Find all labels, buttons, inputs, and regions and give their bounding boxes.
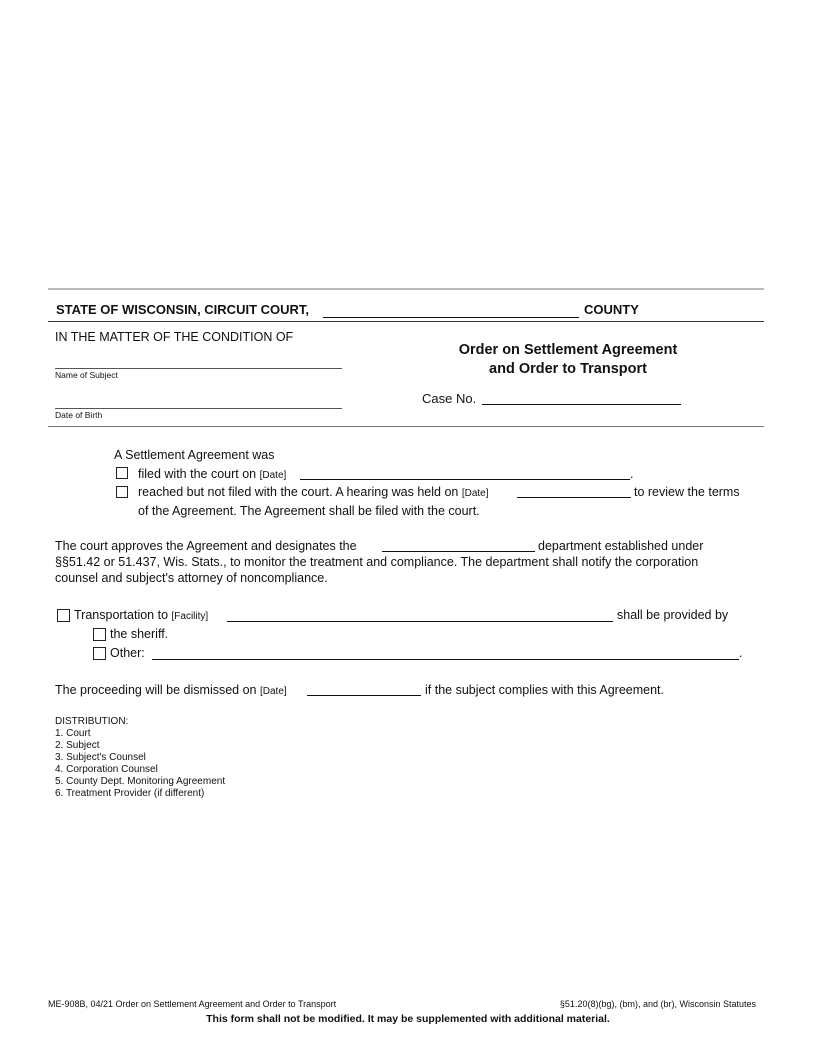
- sheriff-checkbox[interactable]: [93, 628, 106, 641]
- provided-by-text: shall be provided by: [617, 608, 729, 622]
- distribution-item: 6. Treatment Provider (if different): [55, 788, 205, 799]
- transport-text: Transportation to [Facility]: [74, 608, 209, 622]
- matter-label: IN THE MATTER OF THE CONDITION OF: [55, 330, 294, 344]
- case-no-field[interactable]: [482, 404, 681, 405]
- county-field[interactable]: [323, 317, 579, 318]
- settlement-intro: A Settlement Agreement was: [114, 448, 275, 462]
- hearing-date-field[interactable]: [517, 497, 631, 498]
- filed-checkbox[interactable]: [116, 467, 128, 479]
- review-text: to review the terms: [634, 485, 740, 499]
- name-of-subject-label: Name of Subject: [55, 370, 118, 380]
- reached-continuation: of the Agreement. The Agreement shall be filed with the court.: [138, 504, 480, 518]
- other-label: Other:: [110, 646, 145, 660]
- department-field[interactable]: [382, 551, 535, 552]
- form-page: STATE OF WISCONSIN, CIRCUIT COURT, COUNTY IN THE MATTER OF THE CONDITION OF Name of Subject Date of Birth Order on Settlement Agreement and Order to Transport Case No. A Settlement Agreement was filed with the court on [Date] . reached but not filed with the court. A hearing was held on [Date] to review the terms of the Agreement. The Agreement shall be filed with the court. The court approves the Agreement and designates the department established under §§51.42 or 51.437, Wis. Stats., to monitor the treatment and compliance. The department shall notify the corporation counsel and subject's attorney of noncompliance. Transportation to [Facility] shall be provided by the sheriff. Other: . The proceeding will be dismissed on [Date] if the subject complies with this Agreement. DISTRIBUTION: 1. Court 2. Subject 3. Subject's Counsel 4. Corporation Counsel 5. County Dept. Monitoring Agreement 6. Treatment Provider (if different) ME-908B, 04/21 Order on Settlement Agreement and Order to Transport §51.20(8)(bg), (bm), and (br), Wisconsin Statutes This form shall not be modified. It may be supplemented with additional material.: [0, 0, 816, 1056]
- approve-text-1a: The court approves the Agreement and designates the: [55, 539, 357, 553]
- distribution-item: 1. Court: [55, 728, 91, 739]
- other-field[interactable]: [152, 659, 739, 660]
- header-bottom-rule: [48, 426, 764, 427]
- sheriff-label: the sheriff.: [110, 627, 169, 641]
- dismiss-text-a: The proceeding will be dismissed on [Date]: [55, 683, 287, 697]
- facility-field[interactable]: [227, 621, 613, 622]
- state-court-label: STATE OF WISCONSIN, CIRCUIT COURT,: [56, 302, 310, 317]
- filed-date-field[interactable]: [300, 479, 630, 480]
- form-id: ME-908B, 04/21 Order on Settlement Agreement and Order to Transport: [48, 999, 337, 1009]
- subject-name-field[interactable]: [55, 368, 342, 369]
- top-rule: [48, 288, 764, 290]
- reached-checkbox[interactable]: [116, 486, 128, 498]
- distribution-heading: DISTRIBUTION:: [55, 716, 129, 727]
- reached-text: reached but not filed with the court. A hearing was held on [Date]: [138, 485, 489, 499]
- distribution-item: 5. County Dept. Monitoring Agreement: [55, 776, 226, 787]
- dismiss-text-b: if the subject complies with this Agreement.: [425, 683, 665, 697]
- distribution-item: 2. Subject: [55, 740, 100, 751]
- header-rule: [48, 321, 764, 322]
- statutes: §51.20(8)(bg), (bm), and (br), Wisconsin Statutes: [559, 999, 756, 1009]
- other-checkbox[interactable]: [93, 647, 106, 660]
- filed-text: filed with the court on [Date]: [138, 467, 287, 481]
- distribution-list: [55, 716, 225, 800]
- dismiss-date-field[interactable]: [307, 695, 421, 696]
- date-of-birth-field[interactable]: [55, 408, 342, 409]
- title-line-2: and Order to Transport: [489, 361, 647, 377]
- modification-notice: This form shall not be modified. It may be supplemented with additional material.: [206, 1013, 610, 1025]
- date-of-birth-label: Date of Birth: [55, 410, 103, 420]
- county-label: COUNTY: [584, 302, 639, 317]
- approve-text-1b: department established under: [538, 539, 704, 553]
- transport-checkbox[interactable]: [57, 609, 70, 622]
- form-title: [420, 341, 716, 379]
- distribution-item: 4. Corporation Counsel: [55, 764, 158, 775]
- case-no-label: Case No.: [422, 391, 477, 406]
- approve-text-3: counsel and subject's attorney of noncompliance.: [55, 571, 328, 585]
- title-line-1: Order on Settlement Agreement: [458, 342, 678, 358]
- approve-text-2: §§51.42 or 51.437, Wis. Stats., to monitor the treatment and compliance. The department shall notify the corporation: [55, 555, 699, 569]
- distribution-item: 3. Subject's Counsel: [55, 752, 146, 763]
